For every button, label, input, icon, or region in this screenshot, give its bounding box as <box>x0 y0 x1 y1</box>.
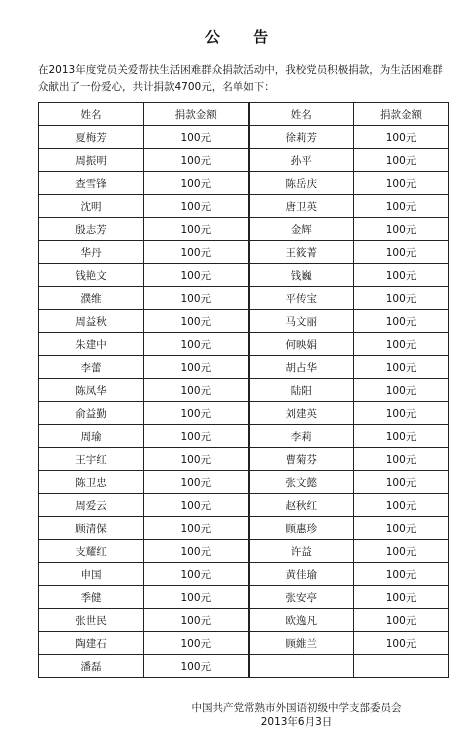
donation-amount-cell: 100元 <box>144 471 249 494</box>
table-row <box>39 333 449 356</box>
issuing-organization: 中国共产党常熟市外国语初级中学支部委员会 <box>191 702 402 714</box>
table-header-row <box>39 103 449 126</box>
donation-amount-cell: 100元 <box>354 126 449 149</box>
donation-amount-cell: 100元 <box>144 563 249 586</box>
donation-amount-cell: 100元 <box>354 149 449 172</box>
donation-amount-cell: 100元 <box>144 379 249 402</box>
donor-name-cell: 马文丽 <box>249 310 354 333</box>
donation-amount-cell: 100元 <box>144 218 249 241</box>
donation-amount-cell: 100元 <box>144 333 249 356</box>
donor-name-cell: 殷志芳 <box>39 218 144 241</box>
table-row <box>39 195 449 218</box>
table-row <box>39 356 449 379</box>
donor-name-cell: 顾清保 <box>39 517 144 540</box>
donation-amount-cell: 100元 <box>354 540 449 563</box>
donation-amount-cell: 100元 <box>354 609 449 632</box>
donation-amount-cell: 100元 <box>144 448 249 471</box>
donor-name-cell: 欧逸凡 <box>249 609 354 632</box>
notice-intro: 在2013年度党员关爱帮扶生活困难群众捐款活动中，我校党员积极捐款，为生活困难群众献出了一份爱心，共计捐款4700元，名单如下： <box>38 64 443 93</box>
donor-name-cell: 孙平 <box>249 149 354 172</box>
table-row <box>39 563 449 586</box>
donation-amount-cell: 100元 <box>144 517 249 540</box>
donation-amount-cell: 100元 <box>354 379 449 402</box>
donor-name-cell: 顾維兰 <box>249 632 354 655</box>
donor-name-cell: 查雪锋 <box>39 172 144 195</box>
donor-name-cell: 李莉 <box>249 425 354 448</box>
table-row <box>39 471 449 494</box>
donation-amount-cell: 100元 <box>144 126 249 149</box>
table-row <box>39 425 449 448</box>
donation-amount-cell: 100元 <box>144 425 249 448</box>
header-amount-right: 捐款金额 <box>354 103 449 126</box>
donor-name-cell: 沈明 <box>39 195 144 218</box>
table-row <box>39 540 449 563</box>
donor-name-cell: 申国 <box>39 563 144 586</box>
table-row <box>39 494 449 517</box>
donation-amount-cell: 100元 <box>144 264 249 287</box>
donation-amount-cell: 100元 <box>354 218 449 241</box>
table-row <box>39 241 449 264</box>
donation-amount-cell: 100元 <box>144 287 249 310</box>
donor-name-cell: 何映娟 <box>249 333 354 356</box>
donation-amount-cell: 100元 <box>354 402 449 425</box>
donor-name-cell: 濮维 <box>39 287 144 310</box>
donor-name-cell: 周爱云 <box>39 494 144 517</box>
donation-amount-cell: 100元 <box>354 632 449 655</box>
donation-amount-cell: 100元 <box>144 149 249 172</box>
donor-name-cell: 金辉 <box>249 218 354 241</box>
donation-amount-cell: 100元 <box>144 310 249 333</box>
donor-name-cell: 许益 <box>249 540 354 563</box>
donor-name-cell: 季健 <box>39 586 144 609</box>
donation-amount-cell: 100元 <box>144 494 249 517</box>
issue-date: 2013年6月3日 <box>260 716 333 728</box>
donor-name-cell: 王宇红 <box>39 448 144 471</box>
donor-name-cell: 唐卫英 <box>249 195 354 218</box>
table-row <box>39 379 449 402</box>
table-body <box>39 126 449 678</box>
donor-name-cell <box>249 655 354 678</box>
donor-name-cell: 陈凤华 <box>39 379 144 402</box>
donation-amount-cell: 100元 <box>144 241 249 264</box>
table-row <box>39 264 449 287</box>
donor-name-cell: 夏梅芳 <box>39 126 144 149</box>
donation-amount-cell: 100元 <box>354 287 449 310</box>
donor-name-cell: 张世民 <box>39 609 144 632</box>
donor-name-cell: 周振明 <box>39 149 144 172</box>
donor-name-cell: 周益秋 <box>39 310 144 333</box>
donation-amount-cell: 100元 <box>144 402 249 425</box>
donor-name-cell: 华丹 <box>39 241 144 264</box>
table-row <box>39 172 449 195</box>
donor-name-cell: 胡占华 <box>249 356 354 379</box>
donor-name-cell: 钱艳文 <box>39 264 144 287</box>
donation-amount-cell: 100元 <box>144 632 249 655</box>
donation-amount-cell: 100元 <box>354 241 449 264</box>
donor-name-cell: 陈岳庆 <box>249 172 354 195</box>
table-row <box>39 448 449 471</box>
donor-name-cell: 潘磊 <box>39 655 144 678</box>
donation-amount-cell: 100元 <box>144 655 249 678</box>
header-name-left: 姓名 <box>39 103 144 126</box>
donor-name-cell: 李蕾 <box>39 356 144 379</box>
table-row <box>39 402 449 425</box>
donor-name-cell: 陶建石 <box>39 632 144 655</box>
donation-amount-cell: 100元 <box>354 517 449 540</box>
donation-amount-cell: 100元 <box>144 172 249 195</box>
donation-amount-cell: 100元 <box>354 425 449 448</box>
table-row <box>39 287 449 310</box>
donor-name-cell: 支耀红 <box>39 540 144 563</box>
table-row <box>39 517 449 540</box>
donation-amount-cell: 100元 <box>354 356 449 379</box>
donor-name-cell: 徐莉芳 <box>249 126 354 149</box>
donor-name-cell: 黄佳瑜 <box>249 563 354 586</box>
donation-amount-cell: 100元 <box>354 471 449 494</box>
donor-name-cell: 曹菊芬 <box>249 448 354 471</box>
donation-amount-cell: 100元 <box>144 356 249 379</box>
donation-amount-cell <box>354 655 449 678</box>
table-row <box>39 632 449 655</box>
table-row <box>39 149 449 172</box>
table-row <box>39 655 449 678</box>
table-row <box>39 126 449 149</box>
donation-table <box>38 102 449 678</box>
donor-name-cell: 陆阳 <box>249 379 354 402</box>
donation-amount-cell: 100元 <box>144 195 249 218</box>
donation-amount-cell: 100元 <box>144 609 249 632</box>
donor-name-cell: 张安亭 <box>249 586 354 609</box>
donation-amount-cell: 100元 <box>354 586 449 609</box>
donation-amount-cell: 100元 <box>354 448 449 471</box>
header-name-right: 姓名 <box>249 103 354 126</box>
donor-name-cell: 赵秋红 <box>249 494 354 517</box>
donor-name-cell: 张文懿 <box>249 471 354 494</box>
donation-amount-cell: 100元 <box>354 494 449 517</box>
donor-name-cell: 顾惠珍 <box>249 517 354 540</box>
donation-amount-cell: 100元 <box>354 333 449 356</box>
notice-title: 公 告 <box>204 28 283 46</box>
donation-amount-cell: 100元 <box>144 540 249 563</box>
donation-amount-cell: 100元 <box>354 563 449 586</box>
donor-name-cell: 周瑜 <box>39 425 144 448</box>
donor-name-cell: 陈卫忠 <box>39 471 144 494</box>
donor-name-cell: 王筱菁 <box>249 241 354 264</box>
donor-name-cell: 刘建英 <box>249 402 354 425</box>
donation-amount-cell: 100元 <box>354 264 449 287</box>
table-row <box>39 218 449 241</box>
donor-name-cell: 朱建中 <box>39 333 144 356</box>
table-row <box>39 586 449 609</box>
donation-amount-cell: 100元 <box>354 310 449 333</box>
table-row <box>39 310 449 333</box>
header-amount-left: 捐款金额 <box>144 103 249 126</box>
donation-amount-cell: 100元 <box>354 195 449 218</box>
donation-amount-cell: 100元 <box>144 586 249 609</box>
table-row <box>39 609 449 632</box>
donor-name-cell: 平传宝 <box>249 287 354 310</box>
donation-amount-cell: 100元 <box>354 172 449 195</box>
donor-name-cell: 俞益勤 <box>39 402 144 425</box>
donor-name-cell: 钱巍 <box>249 264 354 287</box>
